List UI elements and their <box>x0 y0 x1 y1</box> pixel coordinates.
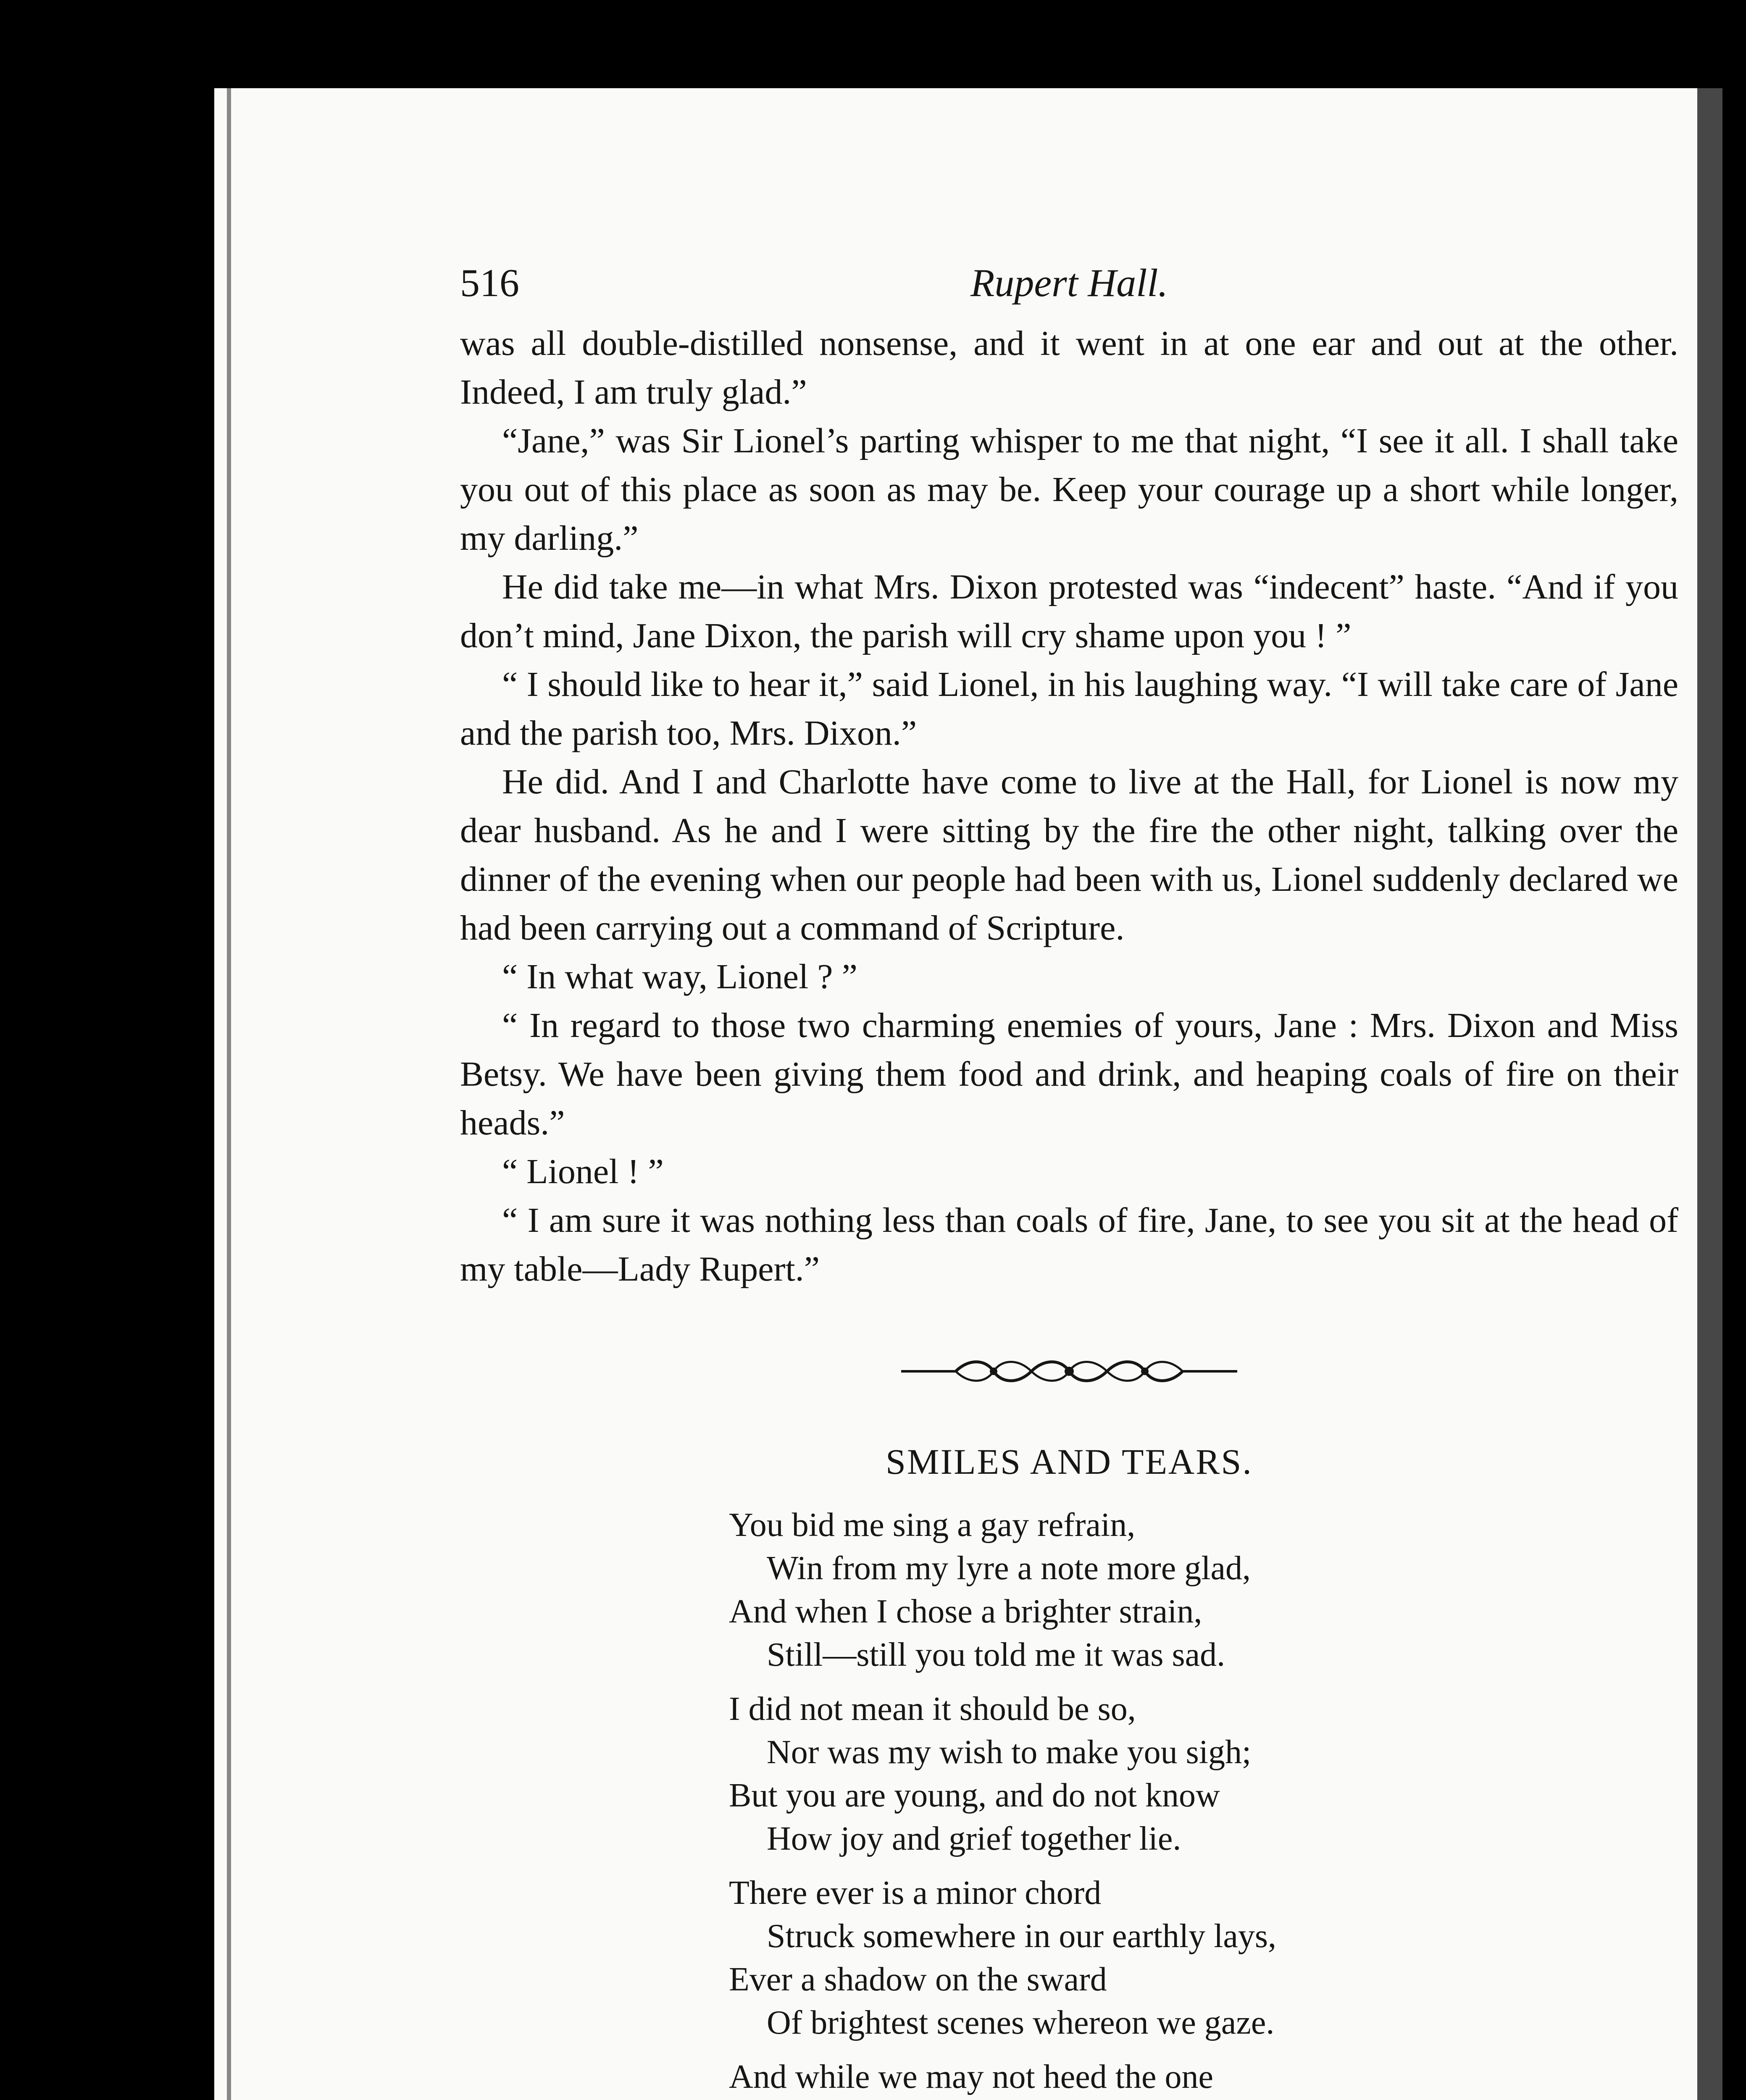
poem-line: And when I chose a brighter strain, <box>729 1593 1202 1630</box>
poem-stanza <box>729 2055 1443 2100</box>
poem-stanza <box>729 1872 1443 2045</box>
poem-line: And while we may not heed the one <box>729 2058 1214 2095</box>
poem-stanza <box>729 1504 1443 1677</box>
binding-gutter <box>227 88 231 2100</box>
paragraph: was all double-distilled nonsense, and it went in at one ear and out at the other. Indeed, I am truly glad.” <box>460 324 1678 412</box>
paragraph: “Jane,” was Sir Lionel’s parting whisper to me that night, “I see it all. I shall take you out of this place as soon as may be. Keep your courage up a short while longer, my darling.” <box>460 421 1678 558</box>
poem-line: Still—still you told me it was sad. <box>767 1636 1225 1673</box>
poem-line: There ever is a minor chord <box>729 1874 1102 1911</box>
poem-line: Struck somewhere in our earthly lays, <box>767 1918 1277 1955</box>
paragraph: “ In regard to those two charming enemies of yours, Jane : Mrs. Dixon and Miss Betsy. We have been giving them food and drink, and heaping coals of fire on their heads.” <box>460 1006 1678 1142</box>
paragraph: He did. And I and Charlotte have come to live at the Hall, for Lionel is now my dear husband. As he and I were sitting by the fire the other night, talking over the dinner of the evening when our people had been with us, Lionel suddenly declared we had been carrying out a command of Scripture. <box>460 762 1678 948</box>
poem-line: How joy and grief together lie. <box>767 1820 1181 1857</box>
running-title: Rupert Hall. <box>970 261 1168 305</box>
poem-line: But you are young, and do not know <box>729 1777 1220 1814</box>
running-head <box>460 260 1678 319</box>
book-page <box>214 88 1722 2100</box>
paragraph: “ In what way, Lionel ? ” <box>502 957 857 996</box>
poem-line: Nor was my wish to make you sigh; <box>767 1734 1252 1771</box>
poem <box>695 1504 1443 2100</box>
poem-stanza <box>729 1688 1443 1861</box>
ornament-divider-icon <box>897 1357 1241 1386</box>
paragraph: “ I am sure it was nothing less than coals of fire, Jane, to see you sit at the head of my table—Lady Rupert.” <box>460 1201 1678 1289</box>
poem-title: SMILES AND TEARS. <box>886 1441 1253 1482</box>
page-edge-shadow <box>1697 88 1722 2100</box>
page-content <box>460 260 1678 2100</box>
poem-line: I did not mean it should be so, <box>729 1690 1136 1727</box>
paragraph: He did take me—in what Mrs. Dixon protested was “indecent” haste. “And if you don’t mind, Jane Dixon, the parish will cry shame upon you ! ” <box>460 567 1678 655</box>
poem-line: Win from my lyre a note more glad, <box>767 1550 1251 1587</box>
page-number: 516 <box>460 261 519 305</box>
story-text <box>460 319 1678 1294</box>
poem-line: You bid me sing a gay refrain, <box>729 1507 1136 1544</box>
poem-line: Ever a shadow on the sward <box>729 1961 1107 1998</box>
paragraph: “ I should like to hear it,” said Lionel, in his laughing way. “I will take care of Jane and the parish too, Mrs. Dixon.” <box>460 665 1678 753</box>
poem-line: Of brightest scenes whereon we gaze. <box>767 2004 1275 2041</box>
paragraph: “ Lionel ! ” <box>502 1152 664 1191</box>
